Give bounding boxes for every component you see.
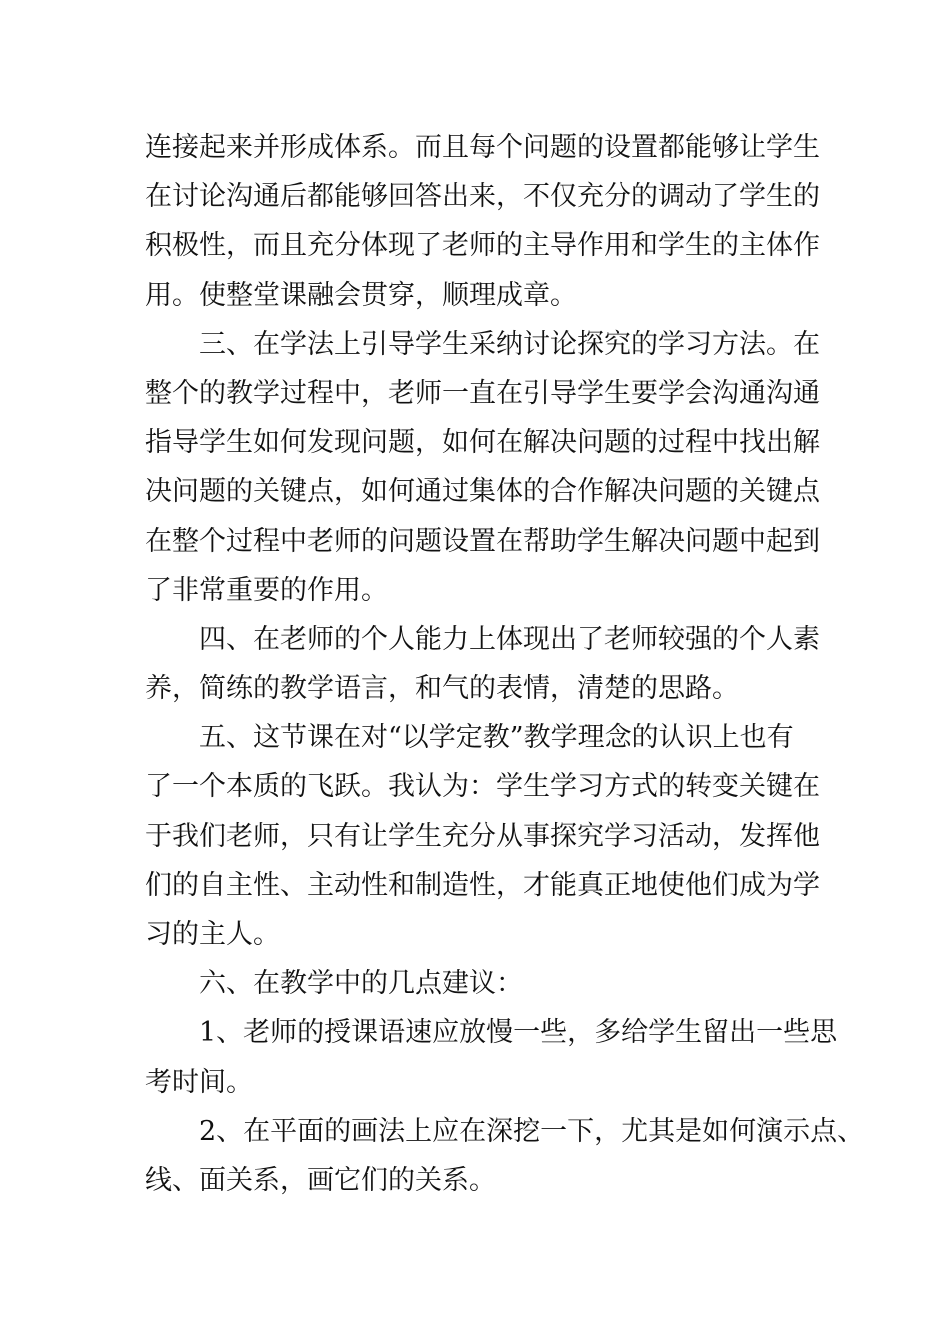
text-line: 于我们老师，只有让学生充分从事探究学习活动，发挥他 [145,820,820,852]
text-line: 在整个过程中老师的问题设置在帮助学生解决问题中起到 [145,525,820,557]
text-line: 在讨论沟通后都能够回答出来，不仅充分的调动了学生的 [145,181,820,213]
text-line: 连接起来并形成体系。而且每个问题的设置都能够让学生 [145,132,820,163]
paragraph-6-heading: 六、在教学中的几点建议： [199,968,523,1000]
document-body [145,123,865,1205]
text-line: 积极性，而且充分体现了老师的主导作用和学生的主体作 [145,230,820,262]
text-line: 考时间。 [145,1066,253,1098]
suggestion-2-first-line: 2、在平面的画法上应在深挖一下，尤其是如何演示点、 [199,1115,865,1147]
text-line: 线、面关系，画它们的关系。 [145,1164,496,1196]
text-line: 了一个本质的飞跃。我认为：学生学习方式的转变关键在 [145,771,820,803]
text-line: 指导学生如何发现问题，如何在解决问题的过程中找出解 [145,427,820,459]
text-line: 养，简练的教学语言，和气的表情，清楚的思路。 [145,673,739,705]
text-line: 们的自主性、主动性和制造性，才能真正地使他们成为学 [145,869,820,901]
paragraph-4-first-line: 四、在老师的个人能力上体现出了老师较强的个人素 [199,623,820,655]
paragraph-5-first-line: 五、这节课在对“以学定教”教学理念的认识上也有 [199,722,794,754]
paragraph-3-first-line: 三、在学法上引导学生采纳讨论探究的学习方法。在 [199,328,820,360]
text-line: 用。使整堂课融会贯穿，顺理成章。 [145,279,577,311]
text-line: 习的主人。 [145,919,280,950]
text-line: 整个的教学过程中，老师一直在引导学生要学会沟通沟通 [145,377,820,409]
suggestion-1-first-line: 1、老师的授课语速应放慢一些，多给学生留出一些思 [199,1017,838,1049]
text-line: 了非常重要的作用。 [145,574,388,606]
text-line: 决问题的关键点，如何通过集体的合作解决问题的关键点 [145,476,820,508]
